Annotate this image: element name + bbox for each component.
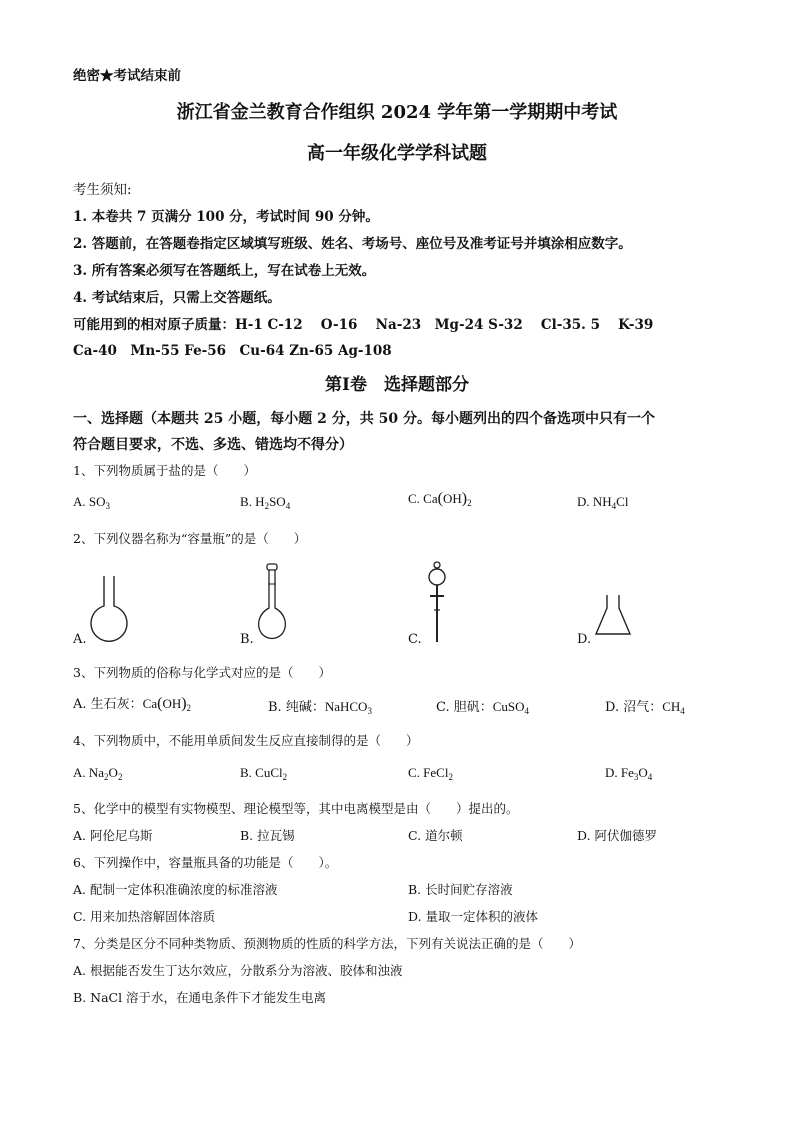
question-6-stem: 6、下列操作中，容量瓶具备的功能是（ ）。 (73, 855, 338, 870)
question-6-option-b: B. 长时间贮存溶液 (408, 882, 513, 897)
notice-item-3: 3. 所有答案必须写在答题纸上，写在试卷上无效。 (73, 263, 376, 279)
exam-subtitle: 高一年级化学学科试题 (307, 143, 487, 164)
round-bottom-flask-icon (84, 572, 134, 644)
question-5-option-d: D. 阿伏伽德罗 (577, 828, 658, 843)
question-3-option-b-name: B. 纯碱： (268, 700, 325, 715)
question-5-option-a: A. 阿伦尼乌斯 (73, 828, 153, 843)
volumetric-flask-icon (252, 562, 292, 644)
question-2-option-d-label: D. (577, 632, 592, 647)
question-3-option-d-name: D. 沼气： (605, 700, 663, 715)
notice-item-1: 1. 本卷共 7 页满分 100 分，考试时间 90 分钟。 (73, 209, 379, 225)
notice-item-4: 4. 考试结束后，只需上交答题纸。 (73, 290, 281, 306)
question-2-option-b-label: B. (240, 632, 254, 647)
section-heading-line-1: 一、选择题（本题共 25 小题，每小题 2 分，共 50 分。每小题列出的四个备选项中只有一个 (73, 411, 655, 427)
question-4-option-c: C. FeCl$_2$ (408, 765, 453, 782)
question-7-stem: 7、分类是区分不同种类物质、预测物质的性质的科学方法，下列有关说法正确的是（ ） (73, 936, 581, 951)
notice-item-2: 2. 答题前，在答题卷指定区域填写班级、姓名、考场号、座位号及准考证号并填涂相应数字。 (73, 236, 632, 252)
question-1-stem: 1、下列物质属于盐的是（ ） (73, 463, 256, 478)
question-6-option-c: C. 用来加热溶解固体溶质 (73, 909, 216, 924)
question-1-option-d: D. $NH_4Cl$ (577, 494, 629, 511)
part-title: 第Ⅰ卷 选择题部分 (325, 375, 469, 395)
question-4-option-a: A. $Na_2O_2$ (73, 765, 123, 782)
question-3-option-c: C. 胆矾：CuSO$_4$ (436, 699, 530, 716)
question-1-option-c: C. $Ca(OH)_2$ (408, 490, 472, 508)
question-5-option-b: B. 拉瓦锡 (240, 828, 295, 843)
confidential-mark: 绝密★考试结束前 (73, 68, 181, 84)
question-2-stem: 2、下列仪器名称为“容量瓶”的是（ ） (73, 531, 307, 546)
conical-flask-icon (592, 592, 634, 640)
question-5-option-c: C. 道尔顿 (408, 828, 463, 843)
notice-heading: 考生须知: (73, 182, 132, 198)
question-3-option-c-name: C. 胆矾： (436, 700, 493, 715)
question-7-option-a: A. 根据能否发生丁达尔效应，分散系分为溶液、胶体和浊液 (73, 963, 403, 978)
atomic-mass-line-1: 可能用到的相对原子质量：H-1 C-12 O-16 Na-23 Mg-24 S-32 Cl-35. 5 K-39 (73, 317, 654, 333)
question-1-option-b: B. $H_2SO_4$ (240, 494, 291, 511)
question-5-stem: 5、化学中的模型有实物模型、理论模型等，其中电离模型是由（ ）提出的。 (73, 801, 519, 816)
question-3-option-a-name: A. 生石灰： (73, 697, 143, 712)
question-3-option-a: A. 生石灰：$Ca(OH)_2$ (73, 695, 192, 713)
question-3-stem: 3、下列物质的俗称与化学式对应的是（ ） (73, 665, 331, 680)
question-4-option-b: B. CuCl$_2$ (240, 765, 288, 782)
question-2-option-c-label: C. (408, 632, 422, 647)
section-heading-line-2: 符合题目要求，不选、多选、错选均不得分） (73, 437, 353, 453)
separatory-funnel-icon (424, 560, 450, 646)
question-4-stem: 4、下列物质中，不能用单质间发生反应直接制得的是（ ） (73, 733, 419, 748)
question-4-option-d: D. $Fe_3O_4$ (605, 765, 653, 782)
atomic-mass-line-2: Ca-40 Mn-55 Fe-56 Cu-64 Zn-65 Ag-108 (73, 343, 392, 359)
exam-title: 浙江省金兰教育合作组织 2024 学年第一学期期中考试 (176, 102, 618, 123)
question-3-option-d: D. 沼气：$CH_4$ (605, 699, 685, 716)
question-6-option-d: D. 量取一定体积的液体 (408, 909, 539, 924)
question-2-option-a-label: A. (73, 632, 87, 647)
question-3-option-b: B. 纯碱：NaHCO$_3$ (268, 699, 372, 716)
question-6-option-a: A. 配制一定体积准确浓度的标准溶液 (73, 882, 278, 897)
question-1-option-a: A. $SO_3$ (73, 494, 111, 511)
question-7-option-b: B. NaCl 溶于水，在通电条件下才能发生电离 (73, 990, 327, 1005)
